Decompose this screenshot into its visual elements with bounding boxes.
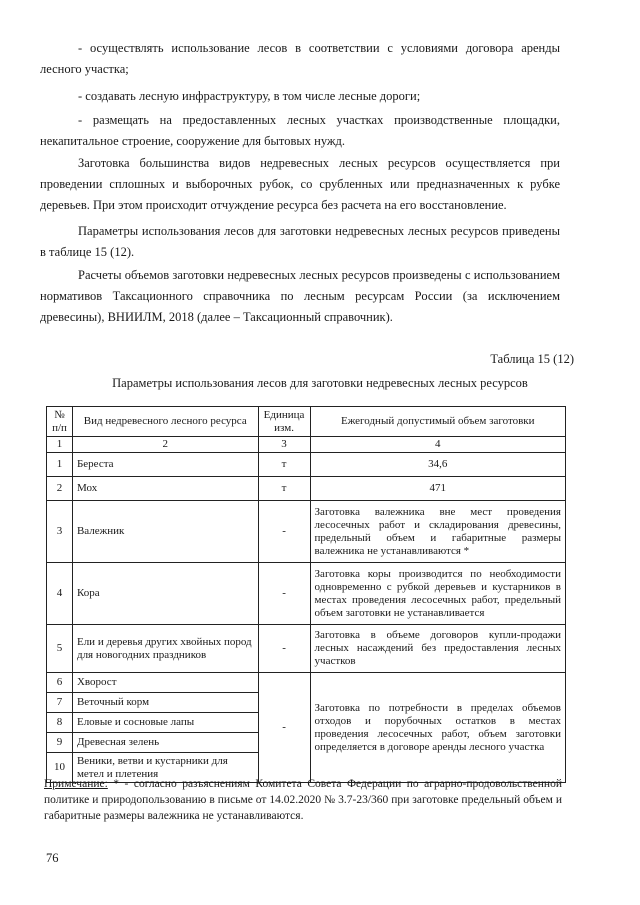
header-number: № п/п xyxy=(47,407,73,437)
paragraph-infrastructure: - создавать лесную инфраструктуру, в том числе лесные дороги; xyxy=(78,89,421,103)
unit-cell: - xyxy=(258,501,310,563)
paragraph-production-sites: - размещать на предоставленных лесных участках производственные площадки, некапитальное строение, сооружение для бытовых нужд. xyxy=(40,113,560,148)
paragraph-parameters: Параметры использования лесов для заготовки недревесных лесных ресурсов приведены в таблице 15 (12). xyxy=(40,224,560,259)
footnote xyxy=(44,776,562,824)
unit-cell: т xyxy=(258,477,310,501)
table-row xyxy=(47,625,566,673)
column-number-row xyxy=(47,437,566,453)
paragraph-lease-conditions: - осуществлять использование лесов в соответствии с условиями договора аренды лесного участка; xyxy=(40,41,560,76)
paragraph-calculations: Расчеты объемов заготовки недревесных лесных ресурсов произведены с использованием нормативов Таксационного справочника по лесным ресурсам России (за исключением древесины), ВНИИЛМ, 2018 (далее – Таксационный справочник). xyxy=(40,268,560,324)
table-caption: Параметры использования лесов для заготовки недревесных лесных ресурсов xyxy=(112,376,528,390)
paragraph-harvesting: Заготовка большинства видов недревесных лесных ресурсов осуществляется при проведении сплошных и выборочных рубок, со срубленных или предназначенных к рубке деревьев. При этом происходит отчуждение ресурса без расчета на его восстановление. xyxy=(40,156,560,212)
row-number: 8 xyxy=(47,713,73,733)
volume-cell: Заготовка в объеме договоров купли-продажи лесных насаждений без предоставления лесных участков xyxy=(310,625,565,673)
table-number: Таблица 15 (12) xyxy=(490,352,574,366)
column-number: 2 xyxy=(72,437,258,453)
resource-name: Веточный корм xyxy=(72,693,258,713)
resources-table xyxy=(46,406,566,783)
resource-name: Еловые и сосновые лапы xyxy=(72,713,258,733)
unit-cell: - xyxy=(258,563,310,625)
table-row xyxy=(47,477,566,501)
table-header-row xyxy=(47,407,566,437)
row-number: 7 xyxy=(47,693,73,713)
volume-cell: Заготовка валежника вне мест проведения лесосечных работ и складирования древесины, предельный объем и габаритные размеры валежника не устанавливаются * xyxy=(310,501,565,563)
volume-cell: Заготовка по потребности в пределах объемов отходов и порубочных остатков в местах проведения лесосечных работ, объем заготовки определяется в договоре аренды лесного участка xyxy=(310,673,565,783)
column-number: 4 xyxy=(310,437,565,453)
table-row xyxy=(47,453,566,477)
row-number: 9 xyxy=(47,733,73,753)
row-number: 6 xyxy=(47,673,73,693)
row-number: 3 xyxy=(47,501,73,563)
row-number: 2 xyxy=(47,477,73,501)
column-number: 1 xyxy=(47,437,73,453)
header-unit: Единица изм. xyxy=(258,407,310,437)
row-number: 10 xyxy=(47,753,73,783)
header-resource-type: Вид недревесного лесного ресурса xyxy=(72,407,258,437)
table-row xyxy=(47,563,566,625)
row-number: 4 xyxy=(47,563,73,625)
resource-name: Хворост xyxy=(72,673,258,693)
resource-name: Кора xyxy=(72,563,258,625)
header-annual-volume: Ежегодный допустимый объем заготовки xyxy=(310,407,565,437)
note-text: * - согласно разъяснениям Комитета Совета Федерации по аграрно-продовольственной политике и природопользованию в письме от 14.02.2020 № 3.7-23/360 при заготовке предельный объем и габаритные размеры валежника не устанавливаются. xyxy=(44,778,562,822)
row-number: 1 xyxy=(47,453,73,477)
table-row xyxy=(47,501,566,563)
volume-cell: 471 xyxy=(310,477,565,501)
unit-cell: - xyxy=(258,625,310,673)
note-label: Примечание: xyxy=(44,778,108,790)
resource-name: Мох xyxy=(72,477,258,501)
volume-cell: Заготовка коры производится по необходимости одновременно с рубкой деревьев и кустарников в местах проведения лесосечных работ, предельный объем заготовки не устанавливается xyxy=(310,563,565,625)
row-number: 5 xyxy=(47,625,73,673)
resource-name: Валежник xyxy=(72,501,258,563)
resource-name: Береста xyxy=(72,453,258,477)
resource-name: Ели и деревья других хвойных пород для новогодних праздников xyxy=(72,625,258,673)
unit-cell: т xyxy=(258,453,310,477)
resource-name: Веники, ветви и кустарники для метел и плетения xyxy=(72,753,258,783)
table-row xyxy=(47,673,566,693)
column-number: 3 xyxy=(258,437,310,453)
resource-name: Древесная зелень xyxy=(72,733,258,753)
unit-cell: - xyxy=(258,673,310,783)
volume-cell: 34,6 xyxy=(310,453,565,477)
page-number: 76 xyxy=(46,851,59,865)
